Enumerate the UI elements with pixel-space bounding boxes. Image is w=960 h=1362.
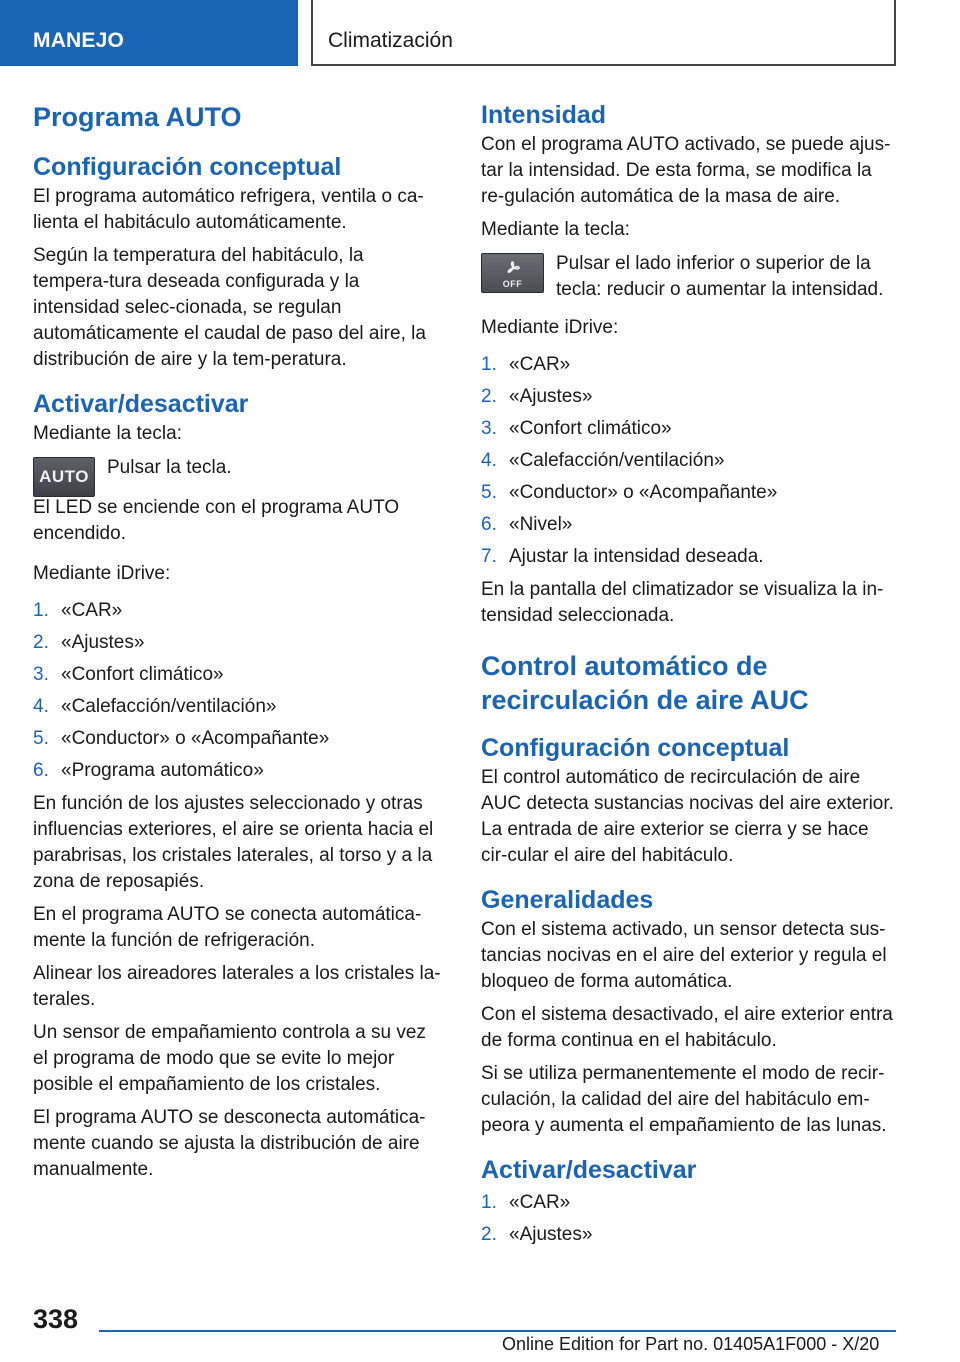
paragraph: Si se utiliza permanentemente el modo de recir-culación, la calidad del aire del habitáculo em-peora y aumenta el empañamiento de las lunas.	[481, 1063, 887, 1136]
paragraph: Mediante la tecla:	[481, 219, 630, 240]
paragraph: Pulsar el lado inferior o superior de la tecla: reducir o aumentar la intensidad.	[556, 253, 884, 300]
list-item: 6. «Programa automático»	[33, 760, 264, 781]
step-list-auc	[481, 1187, 896, 1251]
key-instruction	[481, 251, 896, 307]
paragraph: Mediante iDrive:	[33, 563, 171, 584]
paragraph: Con el sistema activado, un sensor detecta sus-tancias nocivas en el aire del exterior y regula el bloqueo de forma automática.	[481, 919, 887, 992]
heading-activar-auc: Activar/desactivar	[481, 1156, 697, 1184]
paragraph: Según la temperatura del habitáculo, la tempera-tura deseada configurada y la intensidad selec-cionada, se regulan automáticamente el caudal de paso del aire, la distribución de aire y la tem-peratura.	[33, 245, 426, 370]
paragraph: Pulsar la tecla.	[107, 457, 232, 478]
section-tab: MANEJO	[0, 0, 298, 66]
paragraph: Con el programa AUTO activado, se puede ajus-tar la intensidad. De esta forma, se modifica la re-gulación automática de la masa de aire.	[481, 134, 891, 207]
page-header	[0, 0, 960, 66]
step-list-intensidad	[481, 349, 896, 573]
paragraph: El LED se enciende con el programa AUTO encendido.	[33, 497, 400, 544]
paragraph: En función de los ajustes seleccionado y otras influencias exteriores, el aire se orienta hacia el parabrisas, los cristales laterales, al torso y a la zona de reposapiés.	[33, 793, 434, 892]
footer-divider	[99, 1330, 896, 1332]
section-title-programa-auto: Programa AUTO	[33, 102, 242, 132]
step-list-auto	[33, 595, 443, 787]
paragraph: El control automático de recirculación de aire AUC detecta sustancias nocivas del aire exterior. La entrada de aire exterior se cierra y se hace cir-cular el aire del habitáculo.	[481, 767, 894, 866]
list-item: 5. «Conductor» o «Acompañante»	[33, 728, 330, 749]
heading-intensidad: Intensidad	[481, 101, 607, 129]
list-item: 1. «CAR»	[481, 354, 571, 375]
list-item: 3. «Confort climático»	[33, 664, 224, 685]
left-column	[33, 100, 443, 1190]
paragraph: Mediante la tecla:	[33, 423, 182, 444]
list-item: 1. «CAR»	[481, 1192, 571, 1213]
paragraph: En el programa AUTO se conecta automática-mente la función de refrigeración.	[33, 904, 422, 951]
heading-configuracion: Configuración conceptual	[33, 153, 342, 181]
paragraph: El programa automático refrigera, ventila o ca-lienta el habitáculo automáticamente.	[33, 186, 424, 233]
list-item: 2. «Ajustes»	[33, 632, 145, 653]
key-instruction	[33, 455, 443, 497]
auto-button-icon: AUTO	[33, 457, 95, 497]
list-item: 6. «Nivel»	[481, 514, 573, 535]
list-item: 2. «Ajustes»	[481, 386, 593, 407]
list-item: 4. «Calefacción/ventilación»	[481, 450, 725, 471]
paragraph: Alinear los aireadores laterales a los cristales la-terales.	[33, 963, 441, 1010]
section-title-auc: Control automático de recirculación de aire AUC	[481, 651, 809, 715]
paragraph: En la pantalla del climatizador se visualiza la in-tensidad seleccionada.	[481, 579, 884, 626]
paragraph: El programa AUTO se desconecta automática-mente cuando se ajusta la distribución de aire manualmente.	[33, 1107, 426, 1180]
heading-generalidades: Generalidades	[481, 886, 654, 914]
list-item: 7. Ajustar la intensidad deseada.	[481, 546, 764, 567]
fan-icon	[500, 258, 526, 278]
paragraph: Mediante iDrive:	[481, 317, 619, 338]
list-item: 2. «Ajustes»	[481, 1224, 593, 1245]
footer-edition: Online Edition for Part no. 01405A1F000 - X/20	[502, 1334, 880, 1354]
page-number: 338	[33, 1304, 79, 1334]
paragraph: Con el sistema desactivado, el aire exterior entra de forma continua en el habitáculo.	[481, 1004, 893, 1051]
list-item: 1. «CAR»	[33, 600, 123, 621]
chapter-title: Climatización	[311, 0, 896, 66]
heading-activar: Activar/desactivar	[33, 390, 249, 418]
paragraph: Un sensor de empañamiento controla a su vez el programa de modo que se evite lo mejor posible el empañamiento de los cristales.	[33, 1022, 426, 1095]
heading-configuracion-auc: Configuración conceptual	[481, 734, 790, 762]
list-item: 3. «Confort climático»	[481, 418, 672, 439]
list-item: 4. «Calefacción/ventilación»	[33, 696, 277, 717]
right-column	[481, 100, 896, 1255]
list-item: 5. «Conductor» o «Acompañante»	[481, 482, 778, 503]
fan-button-icon: OFF	[481, 253, 544, 293]
